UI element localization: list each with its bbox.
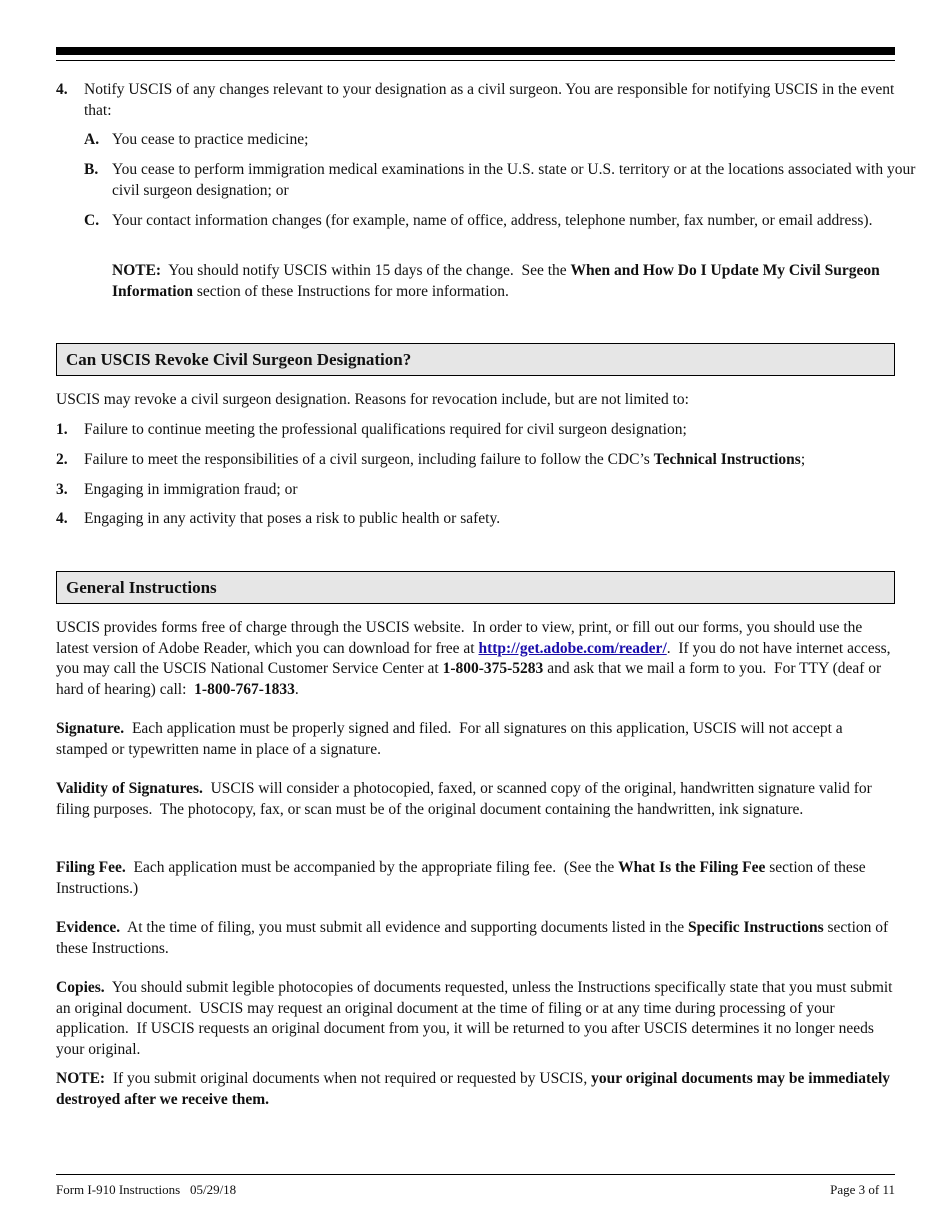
list-number: 1. (56, 421, 68, 438)
evidence-text: At the time of filing, you must submit all evidence and supporting documents listed in the (120, 919, 688, 936)
revoke-intro: USCIS may revoke a civil surgeon designation. Reasons for revocation include, but are not limited to: (56, 391, 689, 408)
validity-label: Validity of Signatures. (56, 780, 203, 797)
note-update-info (56, 261, 895, 302)
note-text-end: section of these Instructions for more information. (192, 282, 509, 300)
copies-text: You should submit legible photocopies of documents requested, unless the Instructions specifically state that you must submit an original document. USCIS may request an original document at the time of filing or at any time during processing of your application. If USCIS requests an original document from you, it will be returned to you after USCIS determines it no longer needs your original. (56, 979, 897, 1058)
list-number: 4. (56, 81, 68, 98)
list-number: 2. (56, 451, 68, 468)
list-item-4 (56, 80, 895, 121)
paragraph-text: . (294, 680, 299, 698)
section-heading-general (56, 571, 895, 604)
header-thick-rule (56, 47, 895, 55)
section-heading-text: General Instructions (66, 578, 217, 597)
paragraph-text: . If you do not have internet access, you may call the USCIS National Customer Service Center at (56, 639, 895, 677)
paragraph-text: and ask that we mail a form to you. For TTY (deaf or hard of hearing) call: (56, 660, 886, 698)
list-text-main: Failure to meet the responsibilities of a civil surgeon, including failure to follow the CDC’s (84, 451, 654, 468)
footer-page-number: Page 3 of 11 (830, 1182, 895, 1197)
paragraph-text: USCIS provides forms free of charge through the USCIS website. In order to view, print, or fill out our forms, you should use the latest version of Adobe Reader, which you can download for free at (56, 619, 867, 657)
list-number: 4. (56, 510, 68, 527)
evidence-paragraph (56, 918, 895, 959)
signature-label: Signature. (56, 720, 125, 737)
sub-letter: C. (84, 212, 100, 229)
sub-text: You cease to perform immigration medical examinations in the U.S. state or U.S. territory or at the locations associated with your civil surgeon designation; or (112, 161, 916, 199)
sub-item-b (56, 160, 923, 201)
list-text-bold: Technical Instructions (653, 451, 801, 468)
note-text: You should notify USCIS within 15 days of the change. See the (161, 262, 571, 279)
sub-text: You cease to practice medicine; (112, 131, 309, 148)
revoke-item-2 (56, 450, 895, 471)
evidence-text-end: section of these Instructions. (56, 919, 889, 957)
revoke-item-4 (56, 509, 895, 530)
sub-text: Your contact information changes (for example, name of office, address, telephone number, fax number, or email address). (112, 212, 873, 229)
general-intro-paragraph (56, 618, 895, 700)
section-heading-revoke (56, 343, 895, 376)
filing-fee-text: Each application must be accompanied by the appropriate filing fee. (See the (125, 859, 619, 876)
sub-letter: B. (84, 161, 99, 178)
list-text-end: ; (800, 451, 806, 468)
evidence-ref: Specific Instructions (687, 919, 824, 936)
filing-fee-ref: What Is the Filing Fee (618, 859, 766, 876)
note-bold-warning: your original documents may be immediately destroyed after we receive them. (56, 1070, 891, 1108)
copies-paragraph (56, 978, 895, 1060)
signature-paragraph (56, 719, 895, 760)
list-text (84, 450, 895, 471)
revoke-item-3 (56, 480, 895, 501)
list-text: Failure to continue meeting the professional qualifications required for civil surgeon designation; (84, 421, 687, 438)
list-number: 3. (56, 481, 68, 498)
sub-letter: A. (84, 131, 100, 148)
note-text: If you submit original documents when not required or requested by USCIS, (105, 1070, 592, 1087)
validity-paragraph (56, 779, 895, 820)
list-text: Engaging in immigration fraud; or (84, 481, 298, 498)
sub-item-a (56, 130, 923, 151)
customer-service-phone: 1-800-375-5283 (442, 660, 544, 677)
signature-text: Each application must be properly signed and filed. For all signatures on this application, USCIS will not accept a stamped or typewritten name in place of a signature. (56, 720, 847, 758)
list-text: Engaging in any activity that poses a risk to public health or safety. (84, 510, 501, 527)
copies-label: Copies. (56, 979, 105, 996)
note-label: NOTE: (112, 262, 162, 279)
filing-fee-text-end: section of these Instructions.) (56, 859, 866, 897)
filing-fee-label: Filing Fee. (56, 859, 126, 876)
filing-fee-paragraph (56, 858, 895, 899)
header-thin-rule (56, 60, 895, 61)
note-original-documents (56, 1069, 895, 1110)
note-label: NOTE: (56, 1070, 106, 1087)
revoke-item-1 (56, 420, 895, 441)
sub-item-c (56, 211, 923, 232)
validity-text: USCIS will consider a photocopied, faxed, or scanned copy of the original, handwritten signature valid for filing purposes. The photocopy, fax, or scan must be of the original document containing the handwritten, ink signature. (56, 780, 876, 818)
adobe-reader-link[interactable]: http://get.adobe.com/reader/ (478, 639, 667, 657)
section-heading-text: Can USCIS Revoke Civil Surgeon Designation? (66, 350, 412, 369)
footer-rule (56, 1174, 895, 1175)
tty-phone: 1-800-767-1833 (194, 680, 295, 698)
list-text: Notify USCIS of any changes relevant to your designation as a civil surgeon. You are responsible for notifying USCIS in the event that: (84, 81, 895, 119)
note-bold-ref: When and How Do I Update My Civil Surgeon Information (112, 262, 880, 300)
footer-form-id: Form I-910 Instructions 05/29/18 (56, 1182, 237, 1197)
evidence-label: Evidence. (56, 919, 121, 936)
